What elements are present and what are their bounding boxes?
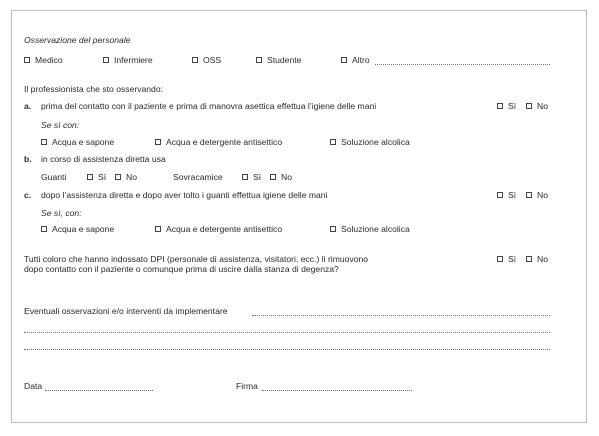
data-line[interactable] xyxy=(45,390,153,391)
q-a-opt-alcolica[interactable]: Soluzione alcolica xyxy=(330,137,410,148)
role-infermiere[interactable]: Infermiere xyxy=(103,55,153,66)
checkbox[interactable] xyxy=(497,192,503,198)
q-dpi-no[interactable]: No xyxy=(526,254,548,265)
notes-line-3[interactable] xyxy=(24,349,550,350)
checkbox[interactable] xyxy=(24,57,30,63)
role-medico[interactable]: Medico xyxy=(24,55,63,66)
q-dpi-line2: dopo contatto con il paziente o comunque prima di uscire dalla stanza di degenza? xyxy=(24,264,339,274)
q-a-opt-sapone[interactable]: Acqua e sapone xyxy=(41,137,114,148)
firma-label: Firma xyxy=(236,381,258,391)
guanti-label: Guanti xyxy=(41,172,67,182)
q-c-yes[interactable]: Sì xyxy=(497,190,516,201)
sovracamice-label: Sovracamice xyxy=(173,172,223,182)
checkbox[interactable] xyxy=(330,139,336,145)
form-title: Osservazione del personale xyxy=(24,35,131,45)
notes-label: Eventuali osservazioni e/o interventi da implementare xyxy=(24,306,228,316)
checkbox[interactable] xyxy=(155,139,161,145)
checkbox[interactable] xyxy=(103,57,109,63)
checkbox[interactable] xyxy=(87,174,93,180)
checkbox[interactable] xyxy=(242,174,248,180)
role-altro[interactable]: Altro xyxy=(341,55,370,66)
checkbox[interactable] xyxy=(341,57,347,63)
checkbox[interactable] xyxy=(192,57,198,63)
checkbox[interactable] xyxy=(155,226,161,232)
role-oss[interactable]: OSS xyxy=(192,55,221,66)
firma-line[interactable] xyxy=(262,390,412,391)
checkbox[interactable] xyxy=(41,226,47,232)
altro-fill-line[interactable] xyxy=(375,64,550,65)
checkbox[interactable] xyxy=(41,139,47,145)
guanti-no[interactable]: No xyxy=(115,172,137,183)
checkbox[interactable] xyxy=(497,256,503,262)
q-a-number: a. xyxy=(24,101,32,111)
sovracamice-no[interactable]: No xyxy=(270,172,292,183)
intro-text: Il professionista che sto osservando: xyxy=(24,84,164,94)
checkbox[interactable] xyxy=(270,174,276,180)
checkbox[interactable] xyxy=(497,103,503,109)
q-c-number: c. xyxy=(24,190,32,200)
q-c-no[interactable]: No xyxy=(526,190,548,201)
checkbox[interactable] xyxy=(526,256,532,262)
notes-line-2[interactable] xyxy=(24,332,550,333)
q-a-sub: Se sì con: xyxy=(41,120,80,130)
role-studente[interactable]: Studente xyxy=(256,55,301,66)
data-label: Data xyxy=(24,381,43,391)
q-b-text: in corso di assistenza diretta usa xyxy=(41,154,166,164)
q-a-text: prima del contatto con il paziente e prima di manovra asettica effettua l’igiene delle mani xyxy=(41,101,377,111)
notes-line-1[interactable] xyxy=(252,315,550,316)
checkbox[interactable] xyxy=(526,192,532,198)
checkbox[interactable] xyxy=(526,103,532,109)
q-c-opt-alcolica[interactable]: Soluzione alcolica xyxy=(330,224,410,235)
checkbox[interactable] xyxy=(330,226,336,232)
sovracamice-yes[interactable]: Sì xyxy=(242,172,261,183)
q-c-opt-sapone[interactable]: Acqua e sapone xyxy=(41,224,114,235)
q-a-yes[interactable]: Sì xyxy=(497,101,516,112)
q-dpi-line1: Tutti coloro che hanno indossato DPI (personale di assistenza, visitatori, ecc.) li rimuovono xyxy=(24,254,369,264)
checkbox[interactable] xyxy=(256,57,262,63)
q-b-number: b. xyxy=(24,154,32,164)
q-c-text: dopo l’assistenza diretta e dopo aver tolto i guanti effettua igiene delle mani xyxy=(41,190,328,200)
checkbox[interactable] xyxy=(115,174,121,180)
q-dpi-yes[interactable]: Sì xyxy=(497,254,516,265)
q-c-sub: Se sì, con: xyxy=(41,208,82,218)
form-frame xyxy=(11,10,587,423)
guanti-yes[interactable]: Sì xyxy=(87,172,106,183)
q-a-no[interactable]: No xyxy=(526,101,548,112)
q-a-opt-detergente[interactable]: Acqua e detergente antisettico xyxy=(155,137,282,148)
q-c-opt-detergente[interactable]: Acqua e detergente antisettico xyxy=(155,224,282,235)
